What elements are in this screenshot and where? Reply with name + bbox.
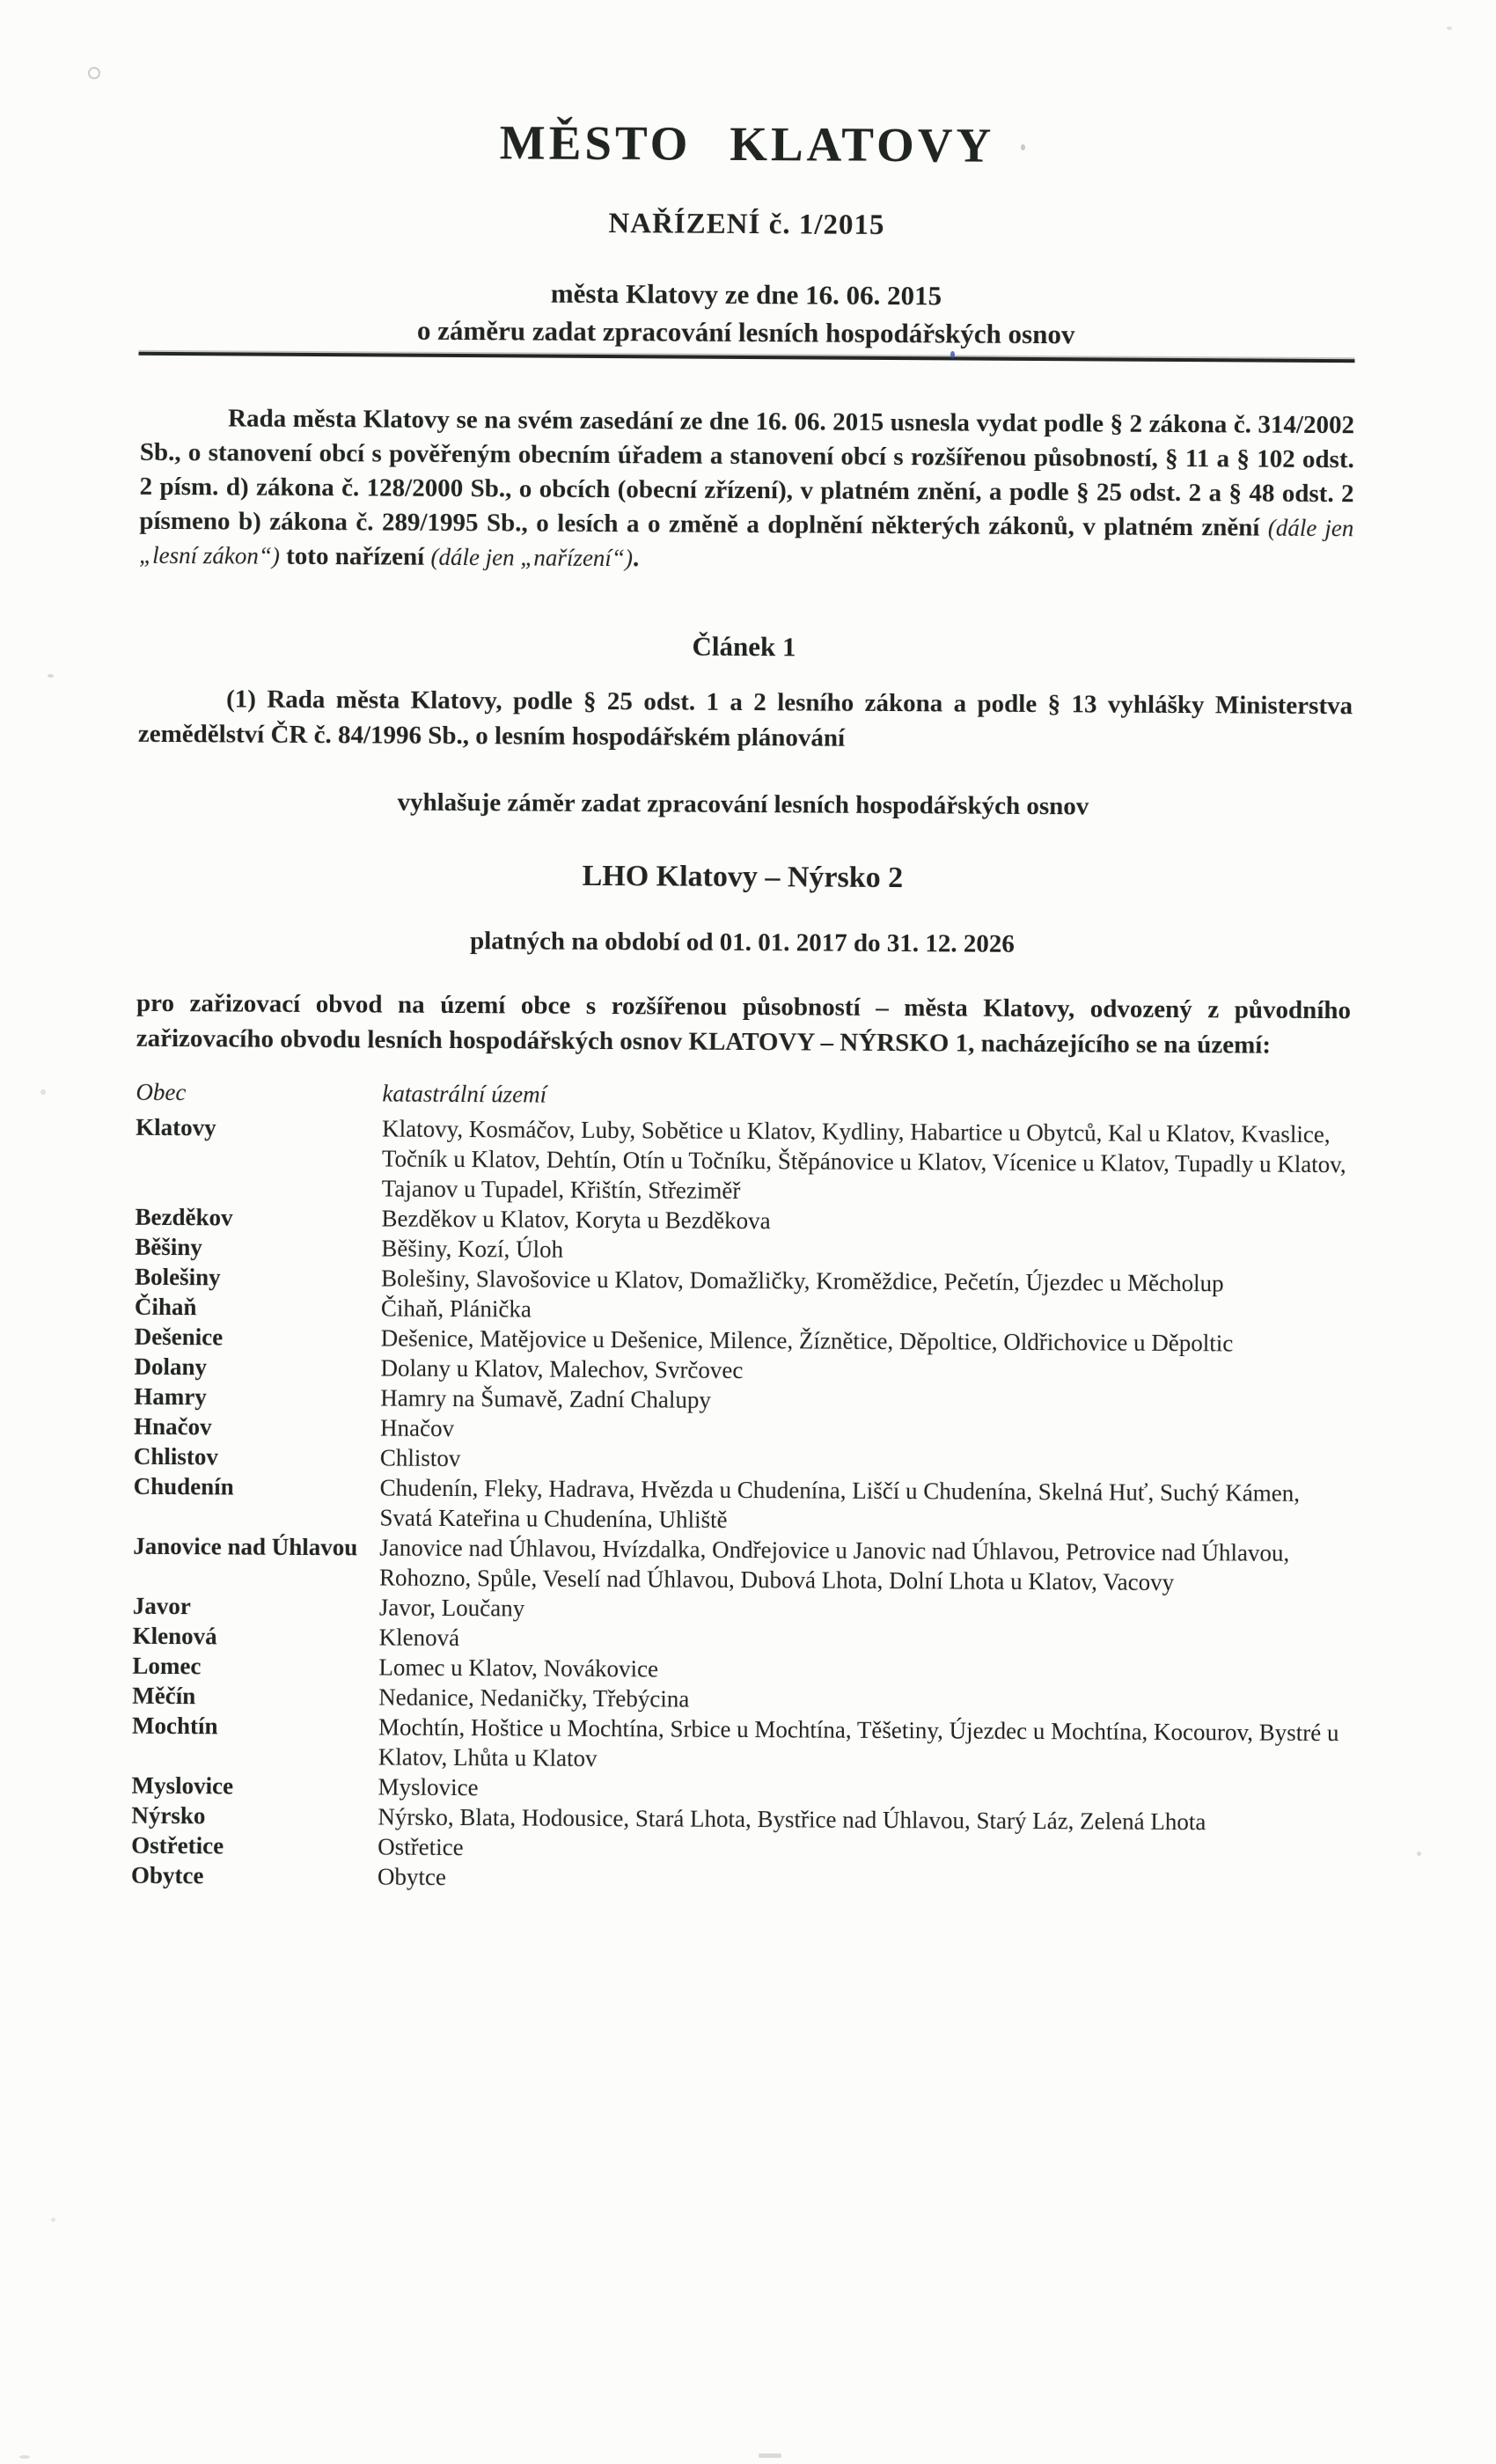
regulation-number: NAŘÍZENÍ č. 1/2015: [608, 208, 885, 242]
table-row: [133, 1531, 1486, 1599]
scan-speck: [19, 2455, 30, 2459]
scan-speck: [51, 2218, 55, 2222]
area-cell: Hamry na Šumavě, Zadní Chalupy: [380, 1384, 712, 1414]
area-cell: Chudenín, Fleky, Hadrava, Hvězda u Chudenína, Liščí u Chudenína, Skelná Huť, Suchý Kámen, Svatá Kateřina u Chudenína, Uhliště: [379, 1474, 1301, 1534]
preamble-text-main: Rada města Klatovy se na svém zasedání ze dne 16. 06. 2015 usnesla vydat podle § 2 zákona č. 314/2002 Sb., o stanovení obcí s pověřeným obecním úřadem a stanovení obcí s rozšířenou působností, § 11 a § 102 odst. 2 písm. d) zákona č. 128/2000 Sb., o obcích (obecní zřízení), v platném znění, a podle § 25 odst. 2 a § 48 odst. 2 písmeno b) zákona č. 289/1995 Sb., o lesích a o změně a doplnění některých zákonů, v platném znění: [139, 404, 1355, 542]
obec-cell: Obytce: [130, 1862, 204, 1889]
obec-cell: Ostřetice: [131, 1832, 224, 1859]
area-cell: Hnačov: [379, 1414, 455, 1442]
obec-cell: Hnačov: [133, 1413, 212, 1441]
area-cell: Bolešiny, Slavošovice u Klatov, Domažličky, Kroměždice, Pečetín, Újezdec u Měcholup: [381, 1265, 1224, 1297]
obec-cell: Javor: [132, 1593, 191, 1620]
obec-cell: Lomec: [132, 1653, 202, 1680]
obec-cell: Chudenín: [133, 1473, 234, 1500]
area-cell: Běšiny, Kozí, Úloh: [381, 1235, 564, 1264]
obec-cell: Janovice nad Úhlavou: [133, 1533, 358, 1561]
preamble-paragraph: [139, 401, 1354, 580]
obec-cell: Dešenice: [134, 1324, 224, 1351]
scan-speck: [759, 2453, 781, 2458]
regulation-issuer-date: města Klatovy ze dne 16. 06. 2015: [550, 277, 942, 311]
area-cell: Nýrsko, Blata, Hodousice, Stará Lhota, Bystřice nad Úhlavou, Starý Láz, Zelená Lhota: [378, 1803, 1206, 1836]
obec-cell: Mochtín: [131, 1712, 218, 1740]
area-cell: Dolany u Klatov, Malechov, Svrčovec: [380, 1354, 744, 1384]
area-cell: Obytce: [377, 1863, 447, 1891]
area-cell: Čihaň, Plánička: [380, 1294, 532, 1323]
scan-speck: [48, 674, 54, 678]
obec-cell: Bezděkov: [135, 1204, 233, 1231]
lho-title: LHO Klatovy – Nýrsko 2: [582, 859, 904, 894]
table-row: [132, 1711, 1485, 1778]
obec-cell: Nýrsko: [131, 1802, 206, 1830]
table-header-row: [136, 1077, 1489, 1115]
preamble-note-narizeni: (dále jen „nařízení“): [430, 543, 634, 571]
column-header-katastralni-uzemi: katastrální území: [382, 1080, 547, 1109]
table-row: [136, 1112, 1490, 1210]
preamble-note-lesni-zakon: (dále jen „lesní zákon“): [139, 514, 1354, 569]
obec-cell: Myslovice: [131, 1772, 234, 1800]
obec-cell: Měčín: [132, 1683, 196, 1710]
area-cell: Myslovice: [378, 1773, 479, 1801]
area-cell: Javor, Loučany: [378, 1594, 525, 1622]
scan-speck: [1417, 1852, 1421, 1856]
scan-speck: [88, 67, 100, 79]
area-cell: Bezděkov u Klatov, Koryta u Bezděkova: [381, 1205, 771, 1235]
regulation-subject: o záměru zadat zpracování lesních hospodářských osnov: [416, 314, 1075, 349]
declaration-line: vyhlašuje záměr zadat zpracování lesních hospodářských osnov: [397, 788, 1089, 821]
area-cell: Nedanice, Nedaničky, Třebýcina: [378, 1683, 690, 1713]
preamble-text-end: .: [632, 543, 640, 572]
header-divider: [139, 352, 1355, 363]
obec-cell: Bolešiny: [135, 1264, 221, 1291]
area-cell: Janovice nad Úhlavou, Hvízdalka, Ondřejovice u Janovic nad Úhlavou, Petrovice nad Úhlavou, Rohozno, Spůle, Veselí nad Úhlavou, Dubová Lhota, Dolní Lhota u Klatov, Vacovy: [378, 1534, 1290, 1596]
area-cell: Ostřetice: [378, 1833, 464, 1861]
obec-cell: Hamry: [134, 1383, 207, 1411]
scope-paragraph: pro zařizovací obvod na území obce s rozšířenou působností – města Klatovy, odvozený z původního zařizovacího obvodu lesních hospodářských osnov KLATOVY – NÝRSKO 1, nacházejícího se na území:: [136, 989, 1352, 1060]
area-cell: Lomec u Klatov, Novákovice: [378, 1654, 659, 1683]
obec-cell: Dolany: [134, 1353, 208, 1381]
area-cell: Klenová: [378, 1624, 460, 1652]
obec-cell: Chlistov: [133, 1443, 218, 1470]
column-header-obec: Obec: [136, 1079, 187, 1106]
scan-speck: [950, 351, 955, 358]
area-cell: Chlistov: [379, 1444, 461, 1472]
area-cell: Dešenice, Matějovice u Dešenice, Milence, Žíznětice, Děpoltice, Oldřichovice u Děpoltic: [380, 1324, 1234, 1357]
article-1-heading: Článek 1: [692, 630, 796, 663]
municipality-table: [131, 1077, 1490, 1898]
obec-cell: Klenová: [132, 1623, 217, 1650]
area-cell: Klatovy, Kosmáčov, Luby, Sobětice u Klatov, Kydliny, Habartice u Obytců, Kal u Klatov, Kvaslice, Točník u Klatov, Dehtín, Otín u Točníku, Štěpánovice u Klatov, Vícenice u Klatov, Tupadly u Klatov, Tajanov u Tupadel, Křištín, Střeziměř: [381, 1115, 1346, 1205]
scan-speck: [1021, 144, 1025, 150]
scan-speck: [40, 1089, 46, 1095]
document-title: MĚSTO KLATOVY: [499, 115, 995, 172]
table-row: [133, 1471, 1486, 1539]
obec-cell: Běšiny: [135, 1234, 202, 1261]
preamble-text-mid: toto nařízení: [279, 541, 431, 571]
obec-cell: Klatovy: [136, 1114, 216, 1141]
article-1-paragraph: (1) Rada města Klatovy, podle § 25 odst. 1 a 2 lesního zákona a podle § 13 vyhlášky Ministerstva zemědělství ČR č. 84/1996 Sb., o lesním hospodářském plánování: [137, 685, 1353, 753]
obec-cell: Čihaň: [134, 1294, 197, 1321]
area-cell: Mochtín, Hoštice u Mochtína, Srbice u Mochtína, Těšetiny, Újezdec u Mochtína, Kocourov, Bystré u Klatov, Lhůta u Klatov: [378, 1713, 1339, 1772]
validity-period: platných na období od 01. 01. 2017 do 31. 12. 2026: [469, 927, 1015, 958]
scan-speck: [1447, 26, 1452, 30]
